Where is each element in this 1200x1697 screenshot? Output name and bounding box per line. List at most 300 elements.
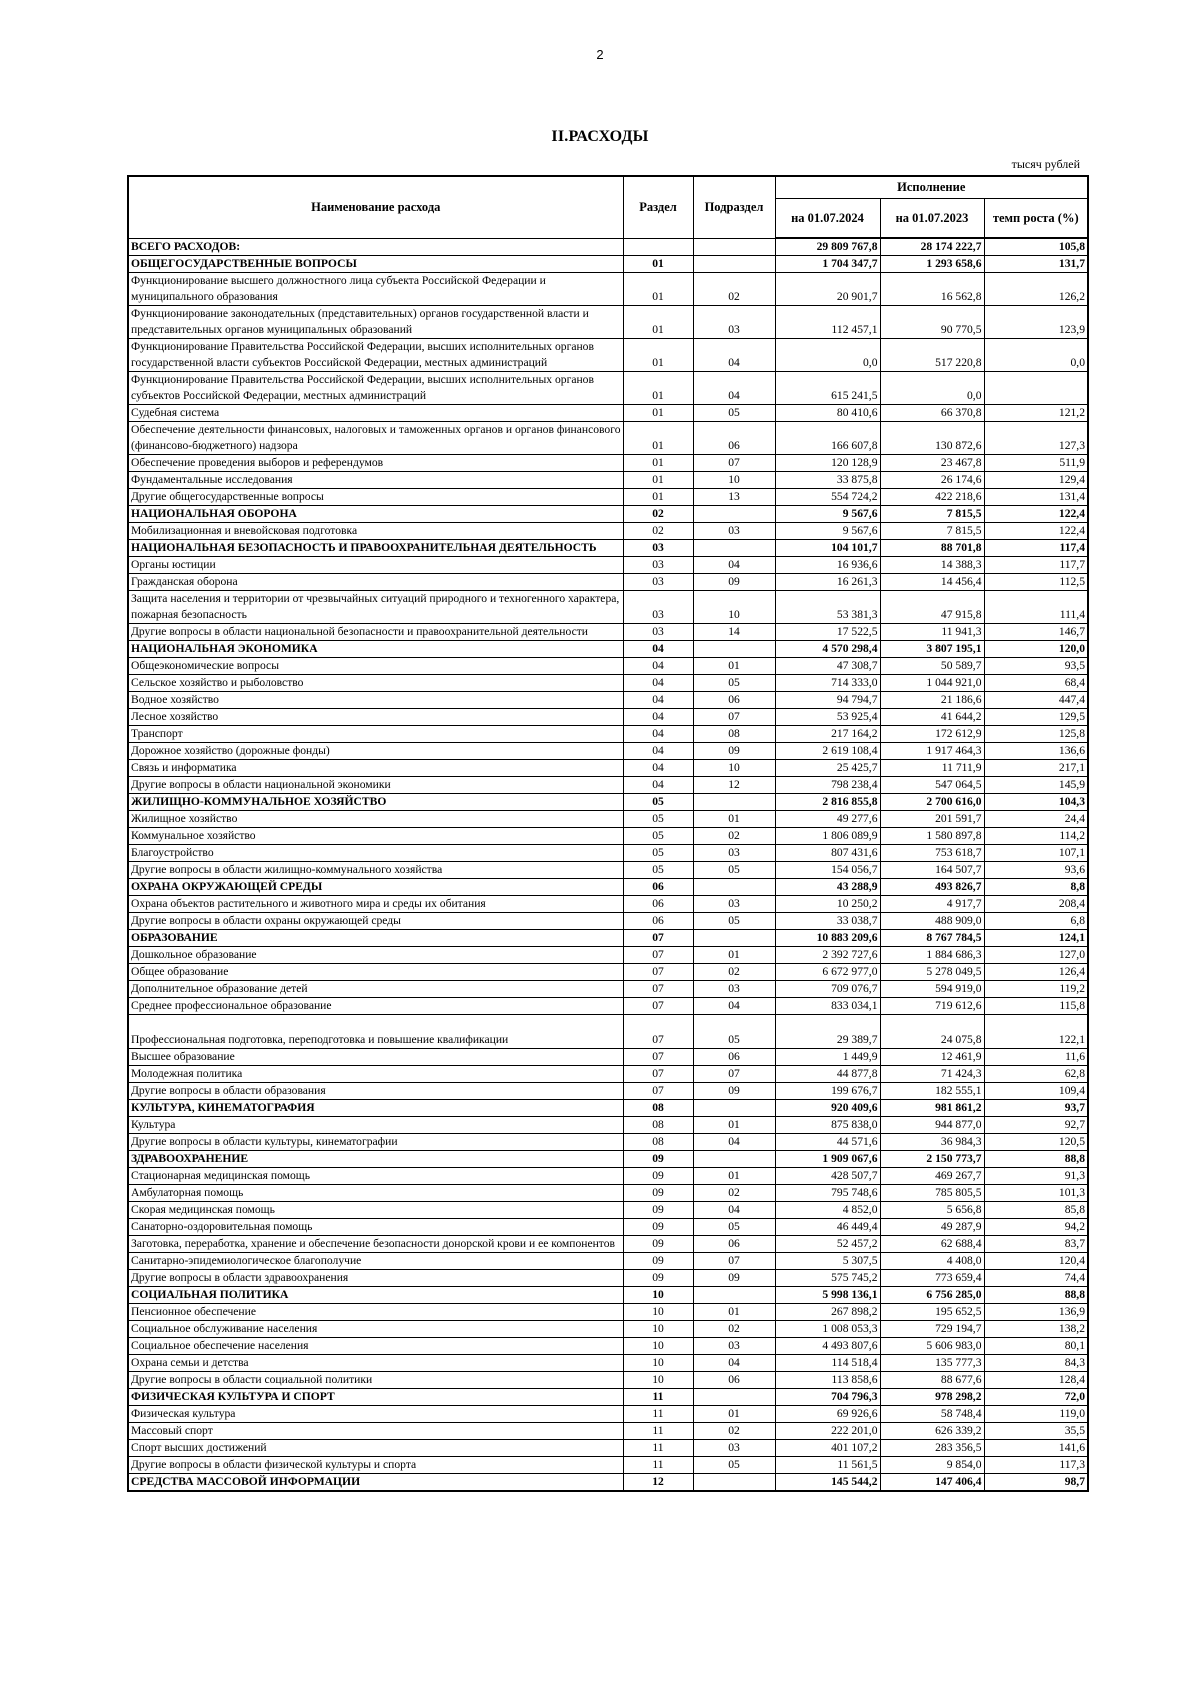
row-razdel: 07 [623,964,693,981]
row-value-2024: 33 875,8 [775,472,880,489]
row-podrazdel [693,930,775,947]
row-name: Обеспечение деятельности финансовых, налоговых и таможенных органов и органов финансового (финансово-бюджетного) надзора [128,422,623,455]
row-value-2024: 11 561,5 [775,1457,880,1474]
row-razdel: 04 [623,692,693,709]
row-value-2024: 267 898,2 [775,1304,880,1321]
row-razdel: 05 [623,794,693,811]
table-row [128,947,1088,964]
row-value-2023: 5 278 049,5 [880,964,984,981]
row-value-2023: 88 677,6 [880,1372,984,1389]
row-value-2023: 49 287,9 [880,1219,984,1236]
row-name: Амбулаторная помощь [128,1185,623,1202]
row-name: Другие вопросы в области национальной безопасности и правоохранительной деятельности [128,624,623,641]
row-name: Другие вопросы в области охраны окружающей среды [128,913,623,930]
row-growth: 0,0 [984,339,1088,372]
row-podrazdel: 01 [693,1304,775,1321]
row-growth: 122,1 [984,1015,1088,1049]
row-value-2024: 25 425,7 [775,760,880,777]
row-name: Социальное обеспечение населения [128,1338,623,1355]
row-name: ОБРАЗОВАНИЕ [128,930,623,947]
row-podrazdel: 05 [693,1219,775,1236]
row-podrazdel: 06 [693,422,775,455]
row-value-2024: 10 250,2 [775,896,880,913]
table-row [128,422,1088,455]
row-razdel: 09 [623,1185,693,1202]
row-value-2024: 2 392 727,6 [775,947,880,964]
row-razdel: 07 [623,1015,693,1049]
row-value-2024: 615 241,5 [775,372,880,405]
row-value-2024: 9 567,6 [775,506,880,523]
row-podrazdel [693,879,775,896]
row-podrazdel: 02 [693,828,775,845]
page-number: 2 [596,47,604,62]
row-value-2023: 62 688,4 [880,1236,984,1253]
row-value-2023: 28 174 222,7 [880,238,984,256]
row-growth: 11,6 [984,1049,1088,1066]
row-razdel: 09 [623,1270,693,1287]
row-name: Другие вопросы в области физической культуры и спорта [128,1457,623,1474]
row-razdel: 10 [623,1287,693,1304]
table-row [128,1389,1088,1406]
row-growth: 112,5 [984,574,1088,591]
row-value-2024: 49 277,6 [775,811,880,828]
row-name: Обеспечение проведения выборов и референдумов [128,455,623,472]
row-value-2024: 1 704 347,7 [775,256,880,273]
table-row [128,879,1088,896]
row-podrazdel: 09 [693,574,775,591]
table-row [128,1134,1088,1151]
row-value-2024: 120 128,9 [775,455,880,472]
row-growth: 80,1 [984,1338,1088,1355]
header-razdel: Раздел [623,176,693,238]
row-growth: 120,0 [984,641,1088,658]
row-value-2024: 222 201,0 [775,1423,880,1440]
row-name: Мобилизационная и вневойсковая подготовка [128,523,623,540]
row-value-2024: 428 507,7 [775,1168,880,1185]
row-podrazdel: 05 [693,1457,775,1474]
row-razdel: 10 [623,1372,693,1389]
row-value-2023: 283 356,5 [880,1440,984,1457]
row-value-2024: 199 676,7 [775,1083,880,1100]
row-growth: 447,4 [984,692,1088,709]
row-value-2024: 920 409,6 [775,1100,880,1117]
row-growth: 107,1 [984,845,1088,862]
row-value-2023: 981 861,2 [880,1100,984,1117]
table-row [128,506,1088,523]
row-value-2024: 113 858,6 [775,1372,880,1389]
row-growth: 93,7 [984,1100,1088,1117]
row-name: Жилищное хозяйство [128,811,623,828]
row-name: Сельское хозяйство и рыболовство [128,675,623,692]
row-value-2023: 594 919,0 [880,981,984,998]
table-row [128,964,1088,981]
row-value-2024: 554 724,2 [775,489,880,506]
row-name: Другие общегосударственные вопросы [128,489,623,506]
row-growth: 6,8 [984,913,1088,930]
table-row [128,372,1088,405]
row-razdel: 08 [623,1100,693,1117]
row-podrazdel [693,641,775,658]
row-value-2024: 94 794,7 [775,692,880,709]
row-razdel: 07 [623,998,693,1015]
row-podrazdel [693,1287,775,1304]
row-growth: 117,7 [984,557,1088,574]
row-value-2023: 626 339,2 [880,1423,984,1440]
row-growth: 124,1 [984,930,1088,947]
row-name: ФИЗИЧЕСКАЯ КУЛЬТУРА И СПОРТ [128,1389,623,1406]
row-growth: 126,4 [984,964,1088,981]
row-value-2023: 4 917,7 [880,896,984,913]
table-row [128,1151,1088,1168]
row-growth: 74,4 [984,1270,1088,1287]
table-row [128,1185,1088,1202]
row-value-2023: 2 700 616,0 [880,794,984,811]
table-row [128,472,1088,489]
row-razdel: 02 [623,523,693,540]
row-razdel: 10 [623,1355,693,1372]
row-name: Среднее профессиональное образование [128,998,623,1015]
row-growth: 93,5 [984,658,1088,675]
row-name: Функционирование Правительства Российской Федерации, высших исполнительных органов субъектов Российской Федерации, местных администраций [128,372,623,405]
row-podrazdel: 03 [693,1440,775,1457]
row-value-2023: 71 424,3 [880,1066,984,1083]
row-value-2023: 547 064,5 [880,777,984,794]
table-row [128,1270,1088,1287]
row-razdel: 05 [623,845,693,862]
row-razdel: 01 [623,372,693,405]
row-value-2024: 166 607,8 [775,422,880,455]
row-podrazdel: 09 [693,1083,775,1100]
row-value-2023: 7 815,5 [880,523,984,540]
row-podrazdel: 06 [693,692,775,709]
row-growth: 88,8 [984,1287,1088,1304]
row-name: Охрана семьи и детства [128,1355,623,1372]
table-row [128,574,1088,591]
table-row [128,256,1088,273]
row-value-2023: 182 555,1 [880,1083,984,1100]
row-name: Транспорт [128,726,623,743]
row-growth: 115,8 [984,998,1088,1015]
row-value-2023: 5 606 983,0 [880,1338,984,1355]
row-value-2023: 21 186,6 [880,692,984,709]
table-row [128,726,1088,743]
row-podrazdel: 06 [693,1236,775,1253]
row-razdel: 03 [623,591,693,624]
row-podrazdel: 10 [693,591,775,624]
row-name: Пенсионное обеспечение [128,1304,623,1321]
table-row [128,828,1088,845]
row-podrazdel [693,256,775,273]
row-razdel: 04 [623,641,693,658]
row-razdel: 05 [623,862,693,879]
row-value-2024: 709 076,7 [775,981,880,998]
row-name: Молодежная политика [128,1066,623,1083]
row-razdel: 01 [623,489,693,506]
row-growth: 136,6 [984,743,1088,760]
row-value-2024: 798 238,4 [775,777,880,794]
row-growth: 104,3 [984,794,1088,811]
row-value-2023: 8 767 784,5 [880,930,984,947]
row-razdel: 01 [623,256,693,273]
row-razdel: 09 [623,1219,693,1236]
row-growth: 93,6 [984,862,1088,879]
row-podrazdel: 07 [693,455,775,472]
row-value-2023: 719 612,6 [880,998,984,1015]
row-razdel: 04 [623,675,693,692]
row-value-2023: 1 293 658,6 [880,256,984,273]
table-row [128,1083,1088,1100]
row-growth: 35,5 [984,1423,1088,1440]
row-growth: 126,2 [984,273,1088,306]
row-name: Коммунальное хозяйство [128,828,623,845]
row-razdel: 04 [623,743,693,760]
table-row [128,1049,1088,1066]
row-growth: 83,7 [984,1236,1088,1253]
row-growth: 131,7 [984,256,1088,273]
row-value-2023: 130 872,6 [880,422,984,455]
row-value-2024: 714 333,0 [775,675,880,692]
row-podrazdel: 03 [693,523,775,540]
row-growth: 92,7 [984,1117,1088,1134]
table-body [128,238,1088,1491]
row-growth: 122,4 [984,506,1088,523]
row-podrazdel: 05 [693,675,775,692]
row-podrazdel: 04 [693,1202,775,1219]
row-name: НАЦИОНАЛЬНАЯ ОБОРОНА [128,506,623,523]
row-podrazdel: 04 [693,1134,775,1151]
row-podrazdel: 04 [693,372,775,405]
row-name: Стационарная медицинская помощь [128,1168,623,1185]
row-value-2023: 1 044 921,0 [880,675,984,692]
row-value-2023: 944 877,0 [880,1117,984,1134]
row-value-2024: 33 038,7 [775,913,880,930]
row-razdel: 11 [623,1457,693,1474]
row-podrazdel: 01 [693,1117,775,1134]
row-growth: 85,8 [984,1202,1088,1219]
row-growth: 128,4 [984,1372,1088,1389]
row-podrazdel: 07 [693,1066,775,1083]
row-growth: 94,2 [984,1219,1088,1236]
header-growth: темп роста (%) [984,198,1088,238]
table-row [128,624,1088,641]
row-value-2023: 493 826,7 [880,879,984,896]
table-row [128,845,1088,862]
row-razdel: 05 [623,828,693,845]
row-value-2023: 41 644,2 [880,709,984,726]
row-value-2024: 29 389,7 [775,1015,880,1049]
row-value-2023: 24 075,8 [880,1015,984,1049]
row-value-2023: 135 777,3 [880,1355,984,1372]
row-growth: 145,9 [984,777,1088,794]
row-growth: 511,9 [984,455,1088,472]
row-value-2023: 6 756 285,0 [880,1287,984,1304]
row-growth: 117,3 [984,1457,1088,1474]
table-row [128,339,1088,372]
row-razdel: 04 [623,777,693,794]
row-value-2024: 43 288,9 [775,879,880,896]
row-value-2024: 833 034,1 [775,998,880,1015]
row-podrazdel: 01 [693,1168,775,1185]
row-value-2023: 422 218,6 [880,489,984,506]
table-row [128,306,1088,339]
row-growth: 109,4 [984,1083,1088,1100]
row-razdel: 11 [623,1440,693,1457]
row-name: Функционирование Правительства Российской Федерации, высших исполнительных органов государственной власти субъектов Российской Федерации, местных администраций [128,339,623,372]
row-value-2024: 53 925,4 [775,709,880,726]
row-name: Спорт высших достижений [128,1440,623,1457]
row-name: СОЦИАЛЬНАЯ ПОЛИТИКА [128,1287,623,1304]
table-row [128,591,1088,624]
row-razdel: 09 [623,1202,693,1219]
row-value-2024: 10 883 209,6 [775,930,880,947]
row-name: Заготовка, переработка, хранение и обеспечение безопасности донорской крови и ее компонентов [128,1236,623,1253]
row-value-2023: 11 711,9 [880,760,984,777]
table-row [128,523,1088,540]
row-value-2023: 517 220,8 [880,339,984,372]
row-name: Лесное хозяйство [128,709,623,726]
row-podrazdel: 07 [693,1253,775,1270]
row-value-2024: 0,0 [775,339,880,372]
expenses-table [127,175,1089,1492]
row-name: Физическая культура [128,1406,623,1423]
row-value-2023: 7 815,5 [880,506,984,523]
row-podrazdel: 12 [693,777,775,794]
row-podrazdel [693,1100,775,1117]
row-value-2024: 145 544,2 [775,1474,880,1492]
table-row [128,1015,1088,1049]
row-podrazdel: 13 [693,489,775,506]
row-value-2023: 26 174,6 [880,472,984,489]
row-razdel: 11 [623,1406,693,1423]
row-value-2023: 11 941,3 [880,624,984,641]
row-name: Благоустройство [128,845,623,862]
row-podrazdel [693,540,775,557]
row-value-2023: 488 909,0 [880,913,984,930]
row-name: Профессиональная подготовка, переподготовка и повышение квалификации [128,1015,623,1049]
table-row [128,1117,1088,1134]
row-value-2024: 154 056,7 [775,862,880,879]
row-razdel: 01 [623,405,693,422]
row-razdel: 07 [623,930,693,947]
table-row [128,405,1088,422]
table-row [128,1355,1088,1372]
row-name: НАЦИОНАЛЬНАЯ БЕЗОПАСНОСТЬ И ПРАВООХРАНИТЕЛЬНАЯ ДЕЯТЕЛЬНОСТЬ [128,540,623,557]
row-growth: 146,7 [984,624,1088,641]
row-razdel: 01 [623,422,693,455]
row-value-2024: 114 518,4 [775,1355,880,1372]
row-name: ЖИЛИЩНО-КОММУНАЛЬНОЕ ХОЗЯЙСТВО [128,794,623,811]
row-value-2024: 1 909 067,6 [775,1151,880,1168]
row-value-2023: 1 917 464,3 [880,743,984,760]
table-row [128,557,1088,574]
row-name: Другие вопросы в области здравоохранения [128,1270,623,1287]
row-razdel: 11 [623,1423,693,1440]
table-row [128,455,1088,472]
row-razdel: 06 [623,913,693,930]
row-growth: 120,4 [984,1253,1088,1270]
row-podrazdel: 10 [693,472,775,489]
table-row [128,238,1088,256]
row-razdel: 12 [623,1474,693,1492]
row-razdel [623,238,693,256]
table-row [128,913,1088,930]
row-name: Связь и информатика [128,760,623,777]
row-growth [984,372,1088,405]
row-value-2024: 80 410,6 [775,405,880,422]
table-row [128,675,1088,692]
row-name: Фундаментальные исследования [128,472,623,489]
table-row [128,489,1088,506]
row-growth: 120,5 [984,1134,1088,1151]
row-podrazdel: 02 [693,964,775,981]
row-growth: 129,5 [984,709,1088,726]
row-value-2024: 6 672 977,0 [775,964,880,981]
row-name: СРЕДСТВА МАССОВОЙ ИНФОРМАЦИИ [128,1474,623,1492]
row-razdel: 10 [623,1321,693,1338]
row-value-2024: 4 493 807,6 [775,1338,880,1355]
header-date-2023: на 01.07.2023 [880,198,984,238]
row-growth: 125,8 [984,726,1088,743]
row-razdel: 07 [623,947,693,964]
row-value-2023: 9 854,0 [880,1457,984,1474]
row-value-2024: 401 107,2 [775,1440,880,1457]
row-podrazdel: 01 [693,811,775,828]
row-value-2024: 4 852,0 [775,1202,880,1219]
row-value-2024: 1 449,9 [775,1049,880,1066]
row-name: Социальное обслуживание населения [128,1321,623,1338]
row-value-2023: 90 770,5 [880,306,984,339]
row-value-2024: 795 748,6 [775,1185,880,1202]
row-podrazdel: 02 [693,1423,775,1440]
row-value-2024: 44 877,8 [775,1066,880,1083]
row-value-2024: 5 998 136,1 [775,1287,880,1304]
row-razdel: 03 [623,624,693,641]
row-razdel: 03 [623,574,693,591]
row-name: ОХРАНА ОКРУЖАЮЩЕЙ СРЕДЫ [128,879,623,896]
row-razdel: 07 [623,1083,693,1100]
row-podrazdel: 08 [693,726,775,743]
units-label: тысяч рублей [1011,157,1080,171]
row-razdel: 04 [623,726,693,743]
row-podrazdel: 05 [693,913,775,930]
row-name: Санаторно-оздоровительная помощь [128,1219,623,1236]
row-razdel: 01 [623,339,693,372]
row-growth: 105,8 [984,238,1088,256]
row-podrazdel [693,1151,775,1168]
row-growth: 138,2 [984,1321,1088,1338]
row-value-2023: 1 884 686,3 [880,947,984,964]
table-row [128,1372,1088,1389]
page-title: II.РАСХОДЫ [551,128,649,145]
row-value-2024: 1 806 089,9 [775,828,880,845]
row-razdel: 08 [623,1117,693,1134]
table-row [128,743,1088,760]
table-row [128,1304,1088,1321]
row-value-2024: 44 571,6 [775,1134,880,1151]
row-razdel: 11 [623,1389,693,1406]
row-razdel: 09 [623,1168,693,1185]
row-value-2023: 195 652,5 [880,1304,984,1321]
row-name: НАЦИОНАЛЬНАЯ ЭКОНОМИКА [128,641,623,658]
row-growth: 127,0 [984,947,1088,964]
row-razdel: 06 [623,879,693,896]
row-podrazdel: 09 [693,743,775,760]
row-growth: 129,4 [984,472,1088,489]
table-row [128,981,1088,998]
row-name: Дошкольное образование [128,947,623,964]
row-value-2024: 53 381,3 [775,591,880,624]
header-podrazdel: Подраздел [693,176,775,238]
